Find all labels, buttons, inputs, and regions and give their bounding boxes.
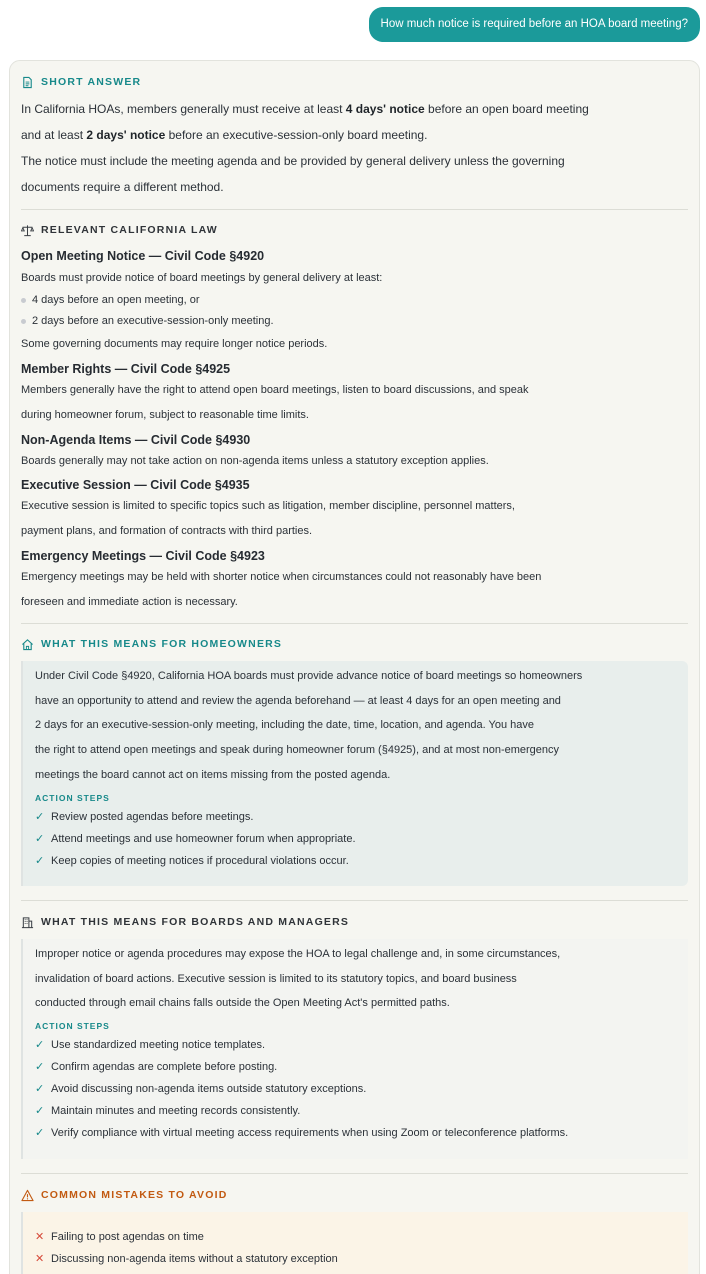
action-steps-label: ACTION STEPS — [35, 1021, 110, 1032]
law-emergency — [21, 547, 688, 615]
action-step: ✓ Verify compliance with virtual meeting access requirements when using Zoom or teleconference platforms. — [35, 1122, 688, 1144]
mistake-item: ✕ Discussing non-agenda items without a statutory exception — [35, 1248, 688, 1270]
scales-icon — [21, 224, 34, 237]
check-icon: ✓ — [35, 1061, 45, 1074]
action-step: ✓ Attend meetings and use homeowner forum when appropriate. — [35, 828, 688, 850]
law-member-rights — [21, 360, 688, 428]
law-text: payment plans, and formation of contracts with third parties. — [21, 525, 313, 537]
home-icon — [21, 638, 34, 651]
check-icon: ✓ — [35, 1083, 45, 1096]
homeowners-heading — [21, 636, 688, 652]
law-title: Executive Session — Civil Code §4935 — [21, 478, 250, 492]
user-message-row — [369, 7, 700, 42]
law-text: Some governing documents may require longer notice periods. — [21, 338, 328, 350]
law-text: Members generally have the right to attend open board meetings, listen to board discussions, and speak — [21, 384, 529, 396]
document-icon — [21, 76, 34, 89]
law-text: during homeowner forum, subject to reasonable time limits. — [21, 409, 309, 421]
box-text-line: invalidation of board actions. Executive session is limited to its statutory topics, and board business — [35, 972, 517, 985]
short-answer-heading — [21, 74, 688, 90]
action-step: ✓ Use standardized meeting notice templates. — [35, 1034, 688, 1056]
warning-icon — [21, 1189, 34, 1202]
action-step: ✓ Review posted agendas before meetings. — [35, 806, 688, 828]
law-title: Non-Agenda Items — Civil Code §4930 — [21, 433, 251, 447]
box-text-line: Improper notice or agenda procedures may expose the HOA to legal challenge and, in some circumstances, — [35, 948, 561, 960]
action-step: ✓ Avoid discussing non-agenda items outside statutory exceptions. — [35, 1078, 688, 1100]
law-executive — [21, 476, 688, 544]
mistakes-box — [21, 1212, 688, 1274]
mistakes-heading — [21, 1187, 688, 1203]
mistakes-heading-label: COMMON MISTAKES TO AVOID — [41, 1189, 228, 1201]
section-divider — [21, 1173, 688, 1174]
law-title: Open Meeting Notice — Civil Code §4920 — [21, 249, 265, 263]
law-title: Member Rights — Civil Code §4925 — [21, 362, 231, 376]
law-text: Boards must provide notice of board meetings by general delivery at least: — [21, 272, 383, 284]
law-bullet: 4 days before an open meeting, or — [21, 290, 688, 311]
homeowners-heading-label: WHAT THIS MEANS FOR HOMEOWNERS — [41, 638, 283, 650]
assistant-response-card — [9, 60, 700, 1274]
x-icon: ✕ — [35, 1253, 45, 1265]
short-answer-line: In California HOAs, members generally must receive at least 4 days' notice before an open board meeting — [21, 102, 589, 116]
check-icon: ✓ — [35, 1039, 45, 1052]
box-text-line: have an opportunity to attend and review the agenda beforehand — at least 4 days for an open meeting and — [35, 694, 561, 707]
box-text-line: conducted through email chains falls outside the Open Meeting Act's permitted paths. — [35, 997, 450, 1010]
action-step: ✓ Confirm agendas are complete before posting. — [35, 1056, 688, 1078]
boards-heading-label: WHAT THIS MEANS FOR BOARDS AND MANAGERS — [41, 916, 350, 928]
bullet-dot — [21, 319, 26, 324]
check-icon: ✓ — [35, 1105, 45, 1118]
boards-heading — [21, 914, 688, 930]
short-answer-body — [21, 96, 688, 200]
law-open-meeting — [21, 247, 688, 356]
x-icon: ✕ — [35, 1231, 45, 1243]
homeowners-box — [21, 661, 688, 886]
section-divider — [21, 209, 688, 210]
mistake-item: ✕ Failing to post agendas on time — [35, 1226, 688, 1248]
action-step: ✓ Keep copies of meeting notices if procedural violations occur. — [35, 850, 688, 872]
law-text: Emergency meetings may be held with shorter notice when circumstances could not reasonably have been — [21, 571, 542, 583]
bullet-dot — [21, 298, 26, 303]
box-text-line: Under Civil Code §4920, California HOA boards must provide advance notice of board meetings so homeowners — [35, 670, 583, 682]
box-text-line: the right to attend open meetings and speak during homeowner forum (§4925), and at most non-emergency — [35, 744, 560, 757]
relevant-law-heading — [21, 222, 688, 238]
action-step: ✓ Maintain minutes and meeting records consistently. — [35, 1100, 688, 1122]
law-bullet: 2 days before an executive-session-only meeting. — [21, 311, 688, 332]
short-answer-line: and at least 2 days' notice before an executive-session-only board meeting. — [21, 128, 428, 142]
boards-box — [21, 939, 688, 1159]
law-text: Executive session is limited to specific topics such as litigation, member discipline, personnel matters, — [21, 500, 515, 512]
law-text: Boards generally may not take action on non-agenda items unless a statutory exception applies. — [21, 455, 489, 467]
law-non-agenda — [21, 431, 688, 474]
short-answer-line: The notice must include the meeting agenda and be provided by general delivery unless the governing — [21, 154, 565, 168]
check-icon: ✓ — [35, 854, 45, 867]
section-divider — [21, 900, 688, 901]
relevant-law-heading-label: RELEVANT CALIFORNIA LAW — [41, 224, 218, 236]
building-icon — [21, 916, 34, 929]
box-text-line: meetings the board cannot act on items missing from the posted agenda. — [35, 768, 391, 781]
user-message-bubble: How much notice is required before an HOA board meeting? — [369, 7, 700, 42]
law-text: foreseen and immediate action is necessary. — [21, 596, 238, 608]
section-divider — [21, 623, 688, 624]
check-icon: ✓ — [35, 832, 45, 845]
check-icon: ✓ — [35, 1127, 45, 1140]
check-icon: ✓ — [35, 810, 45, 823]
short-answer-line: documents require a different method. — [21, 180, 224, 194]
action-steps-label: ACTION STEPS — [35, 792, 110, 803]
box-text-line: 2 days for an executive-session-only meeting, including the date, time, location, and agenda. You have — [35, 719, 534, 732]
short-answer-heading-label: SHORT ANSWER — [41, 76, 142, 88]
law-title: Emergency Meetings — Civil Code §4923 — [21, 549, 265, 563]
